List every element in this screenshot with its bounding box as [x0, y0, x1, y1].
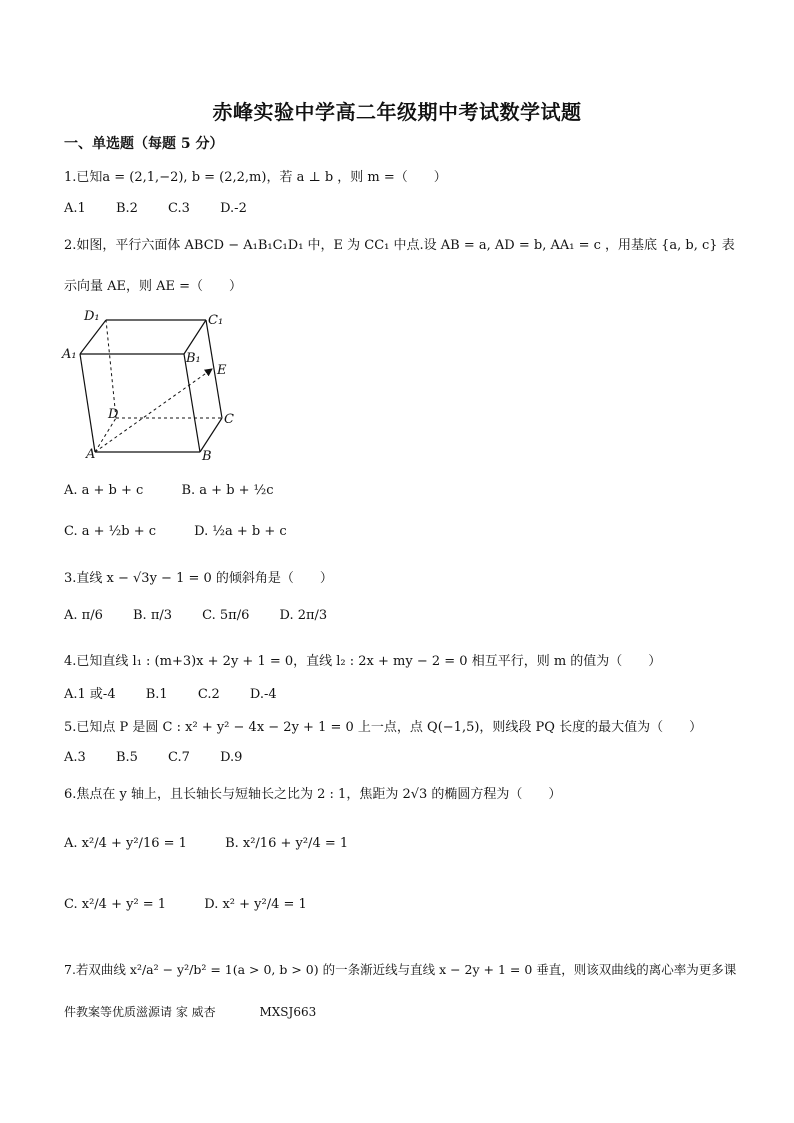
q2-stem-line2: 示向量 AE，则 AE =（ ） [64, 279, 243, 294]
edge-bb1 [184, 354, 200, 452]
q5-option-b: B.5 [115, 750, 138, 765]
label-b: B [202, 449, 212, 464]
label-a: A [86, 447, 96, 462]
q1-option-b: B.2 [115, 201, 138, 216]
q1-option-c: C.3 [168, 201, 190, 216]
q4-option-a: A.1 或-4 [64, 687, 116, 702]
q5-option-d: D.9 [220, 750, 243, 765]
q5-options [64, 750, 268, 765]
q4-option-c: C.2 [197, 687, 220, 702]
label-b1: B₁ [186, 351, 201, 366]
label-c: C [224, 412, 234, 427]
exam-title: 赤峰实验中学高二年级期中考试数学试题 [212, 100, 582, 124]
q2-stem-line1: 2.如图，平行六面体 ABCD − A₁B₁C₁D₁ 中，E 为 CC₁ 中点.设 AB = a, AD = b, AA₁ = c ，用基底 {a, b, c} 表 [64, 238, 735, 253]
edge-d1a1 [80, 320, 106, 354]
q2-option-d: D. ½a + b + c [194, 524, 287, 539]
q4-stem: 4.已知直线 l₁ : (m+3)x + 2y + 1 = 0，直线 l₂ : 2x + my − 2 = 0 相互平行，则 m 的值为（ ） [64, 654, 662, 669]
q3-option-c: C. 5π/6 [202, 608, 250, 623]
q6-option-a: A. x²/4 + y²/16 = 1 [64, 836, 187, 851]
label-a1: A₁ [62, 347, 77, 362]
q3-options [64, 608, 353, 623]
label-d: D [108, 407, 119, 422]
q6-option-d: D. x² + y²/4 = 1 [204, 897, 307, 912]
footer [64, 1003, 316, 1020]
q5-stem: 5.已知点 P 是圆 C : x² + y² − 4x − 2y + 1 = 0 上一点，点 Q(−1,5)，则线段 PQ 长度的最大值为（ ） [64, 720, 703, 735]
q1-option-d: D.-2 [220, 201, 247, 216]
q4-option-b: B.1 [145, 687, 168, 702]
footer-text: 件教案等优质滋源请 家 威杏 [64, 1005, 216, 1019]
edge-aa1 [80, 354, 95, 452]
q1-option-a: A.1 [64, 201, 86, 216]
q1-stem: 1.已知a = (2,1,−2), b = (2,2,m)，若 a ⊥ b ，则 m =（ ） [64, 170, 447, 185]
q2-options-row2 [64, 524, 321, 539]
q2-option-c: C. a + ½b + c [64, 524, 157, 539]
q6-option-b: B. x²/16 + y²/4 = 1 [225, 836, 349, 851]
q1-options [64, 201, 273, 216]
q6-options-row2 [64, 897, 341, 912]
q3-stem: 3.直线 x − √3y − 1 = 0 的倾斜角是（ ） [64, 571, 333, 586]
q3-option-b: B. π/3 [133, 608, 173, 623]
q4-options [64, 683, 303, 702]
q3-option-d: D. 2π/3 [279, 608, 328, 623]
edge-b1c1 [184, 320, 206, 354]
label-d1: D₁ [84, 309, 100, 324]
q2-option-a: A. a + b + c [64, 483, 144, 498]
section-heading: 一、单选题（每题 5 分） [64, 136, 224, 152]
edge-dd1 [106, 320, 116, 418]
q2-option-b: B. a + b + ½c [181, 483, 274, 498]
q5-option-a: A.3 [64, 750, 86, 765]
footer-code: MXSJ663 [259, 1005, 317, 1019]
edge-ad [95, 418, 116, 452]
q6-stem: 6.焦点在 y 轴上，且长轴长与短轴长之比为 2 : 1，焦距为 2√3 的椭圆方程为（ ） [64, 787, 562, 802]
q6-options-row1 [64, 836, 382, 851]
q4-option-d: D.-4 [249, 687, 277, 702]
q6-option-c: C. x²/4 + y² = 1 [64, 897, 167, 912]
label-e: E [217, 363, 227, 378]
label-c1: C₁ [208, 313, 224, 328]
parallelepiped-figure [60, 306, 250, 466]
q3-option-a: A. π/6 [64, 608, 103, 623]
q5-option-c: C.7 [168, 750, 190, 765]
edge-bc [200, 418, 222, 452]
q2-options-row1 [64, 483, 308, 498]
q7-stem: 7.若双曲线 x²/a² − y²/b² = 1(a > 0, b > 0) 的一条渐近线与直线 x − 2y + 1 = 0 垂直，则该双曲线的离心率为更多课 [64, 962, 737, 977]
